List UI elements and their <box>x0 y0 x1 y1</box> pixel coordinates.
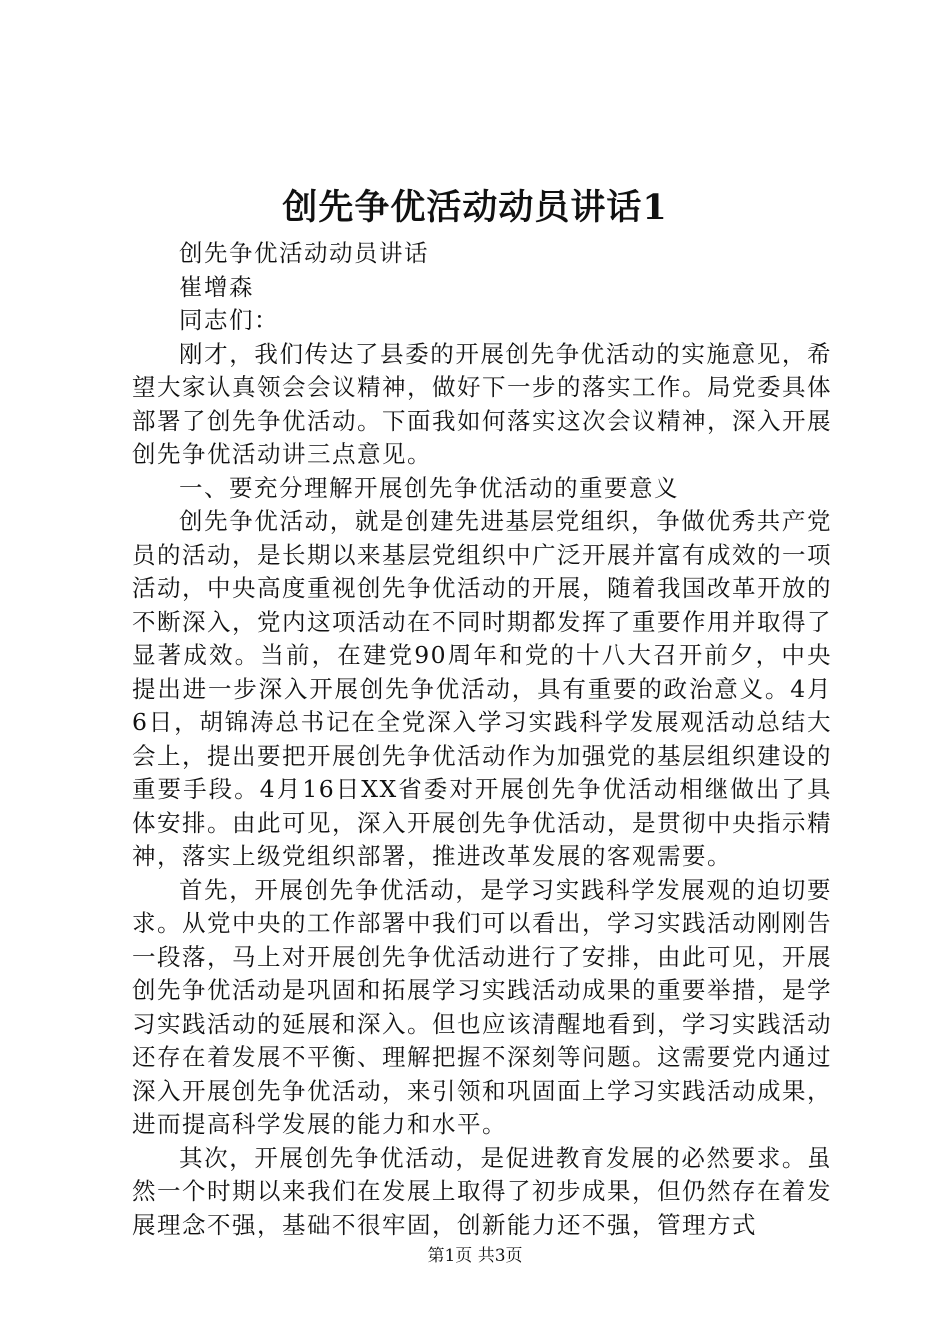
paragraph-body: 首先，开展创先争优活动，是学习实践科学发展观的迫切要求。从党中央的工作部署中我们可以看出，学习实践活动刚刚告一段落，马上对开展创先争优活动进行了安排，由此可见，开展创先争优活动是巩固和拓展学习实践活动成果的重要举措，是学习实践活动的延展和深入。但也应该清醒地看到，学习实践活动还存在着发展不平衡、理解把握不深刻等问题。这需要党内通过深入开展创先争优活动，来引领和巩固面上学习实践活动成果，进而提高科学发展的能力和水平。 <box>132 875 832 1138</box>
page-footer: 第1页 共3页 <box>427 1246 523 1266</box>
paragraph-author: 崔增森 <box>179 272 254 301</box>
document-body <box>132 237 832 1242</box>
section-heading-1: 一、要充分理解开展创先争优活动的重要意义 <box>179 473 679 502</box>
paragraph-subtitle: 创先争优活动动员讲话 <box>179 239 429 267</box>
paragraph-intro: 刚才，我们传达了县委的开展创先争优活动的实施意见，希望大家认真领会会议精神，做好下一步的落实工作。局党委具体部署了创先争优活动。下面我如何落实这次会议精神，深入开展创先争优活动讲三点意见。 <box>132 339 832 468</box>
paragraph-salutation: 同志们： <box>179 306 279 334</box>
paragraph-body: 其次，开展创先争优活动，是促进教育发展的必然要求。虽然一个时期以来我们在发展上取得了初步成果，但仍然存在着发展理念不强，基础不很牢固，创新能力还不强，管理方式 <box>132 1143 832 1239</box>
paragraph-body: 创先争优活动，就是创建先进基层党组织，争做优秀共产党员的活动，是长期以来基层党组织中广泛开展并富有成效的一项活动，中央高度重视创先争优活动的开展，随着我国改革开放的不断深入，党内这项活动在不同时期都发挥了重要作用并取得了显著成效。当前，在建党90周年和党的十八大召开前夕，中央提出进一步深入开展创先争优活动，具有重要的政治意义。4月6日，胡锦涛总书记在全党深入学习实践科学发展观活动总结大会上，提出要把开展创先争优活动作为加强党的基层组织建设的重要手段。4月16日XX省委对开展创先争优活动相继做出了具体安排。由此可见，深入开展创先争优活动，是贯彻中央指示精神，落实上级党组织部署，推进改革发展的客观需要。 <box>132 507 832 870</box>
document-title: 创先争优活动动员讲话1 <box>282 187 668 228</box>
